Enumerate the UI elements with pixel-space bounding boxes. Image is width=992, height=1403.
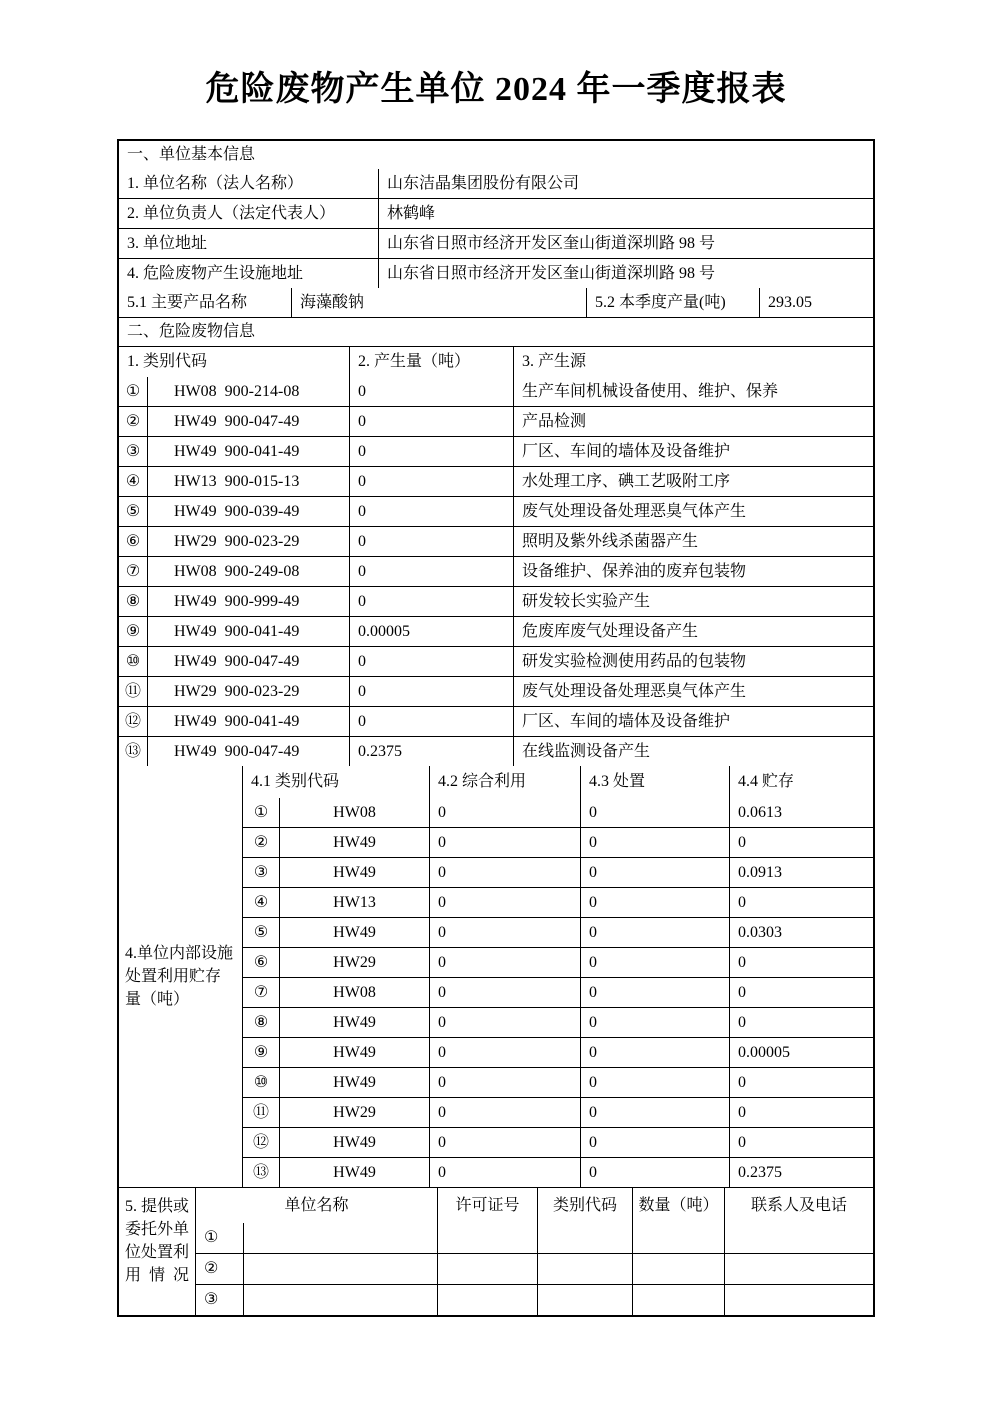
disposal-row-code: HW49	[279, 858, 429, 887]
disposal-row-dispose: 0	[580, 798, 729, 827]
waste-row	[119, 736, 873, 766]
disposal-row-dispose: 0	[580, 1008, 729, 1037]
disposal-row	[243, 887, 873, 917]
waste-row-quantity: 0	[349, 377, 513, 406]
waste-row-quantity: 0	[349, 557, 513, 586]
quarter-output-value: 293.05	[759, 288, 873, 317]
basic-info-row	[119, 258, 873, 288]
disposal-row-store: 0	[729, 978, 873, 1007]
disposal-row	[243, 1127, 873, 1157]
external-quantity-header: 数量（吨）	[632, 1188, 724, 1223]
waste-row	[119, 406, 873, 436]
waste-row-code: HW49 900-041-49	[147, 707, 349, 736]
waste-row-number: ③	[125, 442, 141, 460]
waste-row-code: HW29 900-023-29	[147, 527, 349, 556]
waste-row-code: HW29 900-023-29	[147, 677, 349, 706]
external-disposal-rows	[196, 1223, 873, 1315]
external-row-permit	[437, 1254, 537, 1284]
waste-row	[119, 586, 873, 616]
disposal-row-number: ⑩	[253, 1073, 269, 1091]
external-row	[196, 1284, 873, 1315]
waste-row-code: HW49 900-041-49	[147, 617, 349, 646]
disposal-row	[243, 798, 873, 827]
disposal-dispose-header: 4.3 处置	[580, 766, 729, 798]
disposal-store-header: 4.4 贮存	[729, 766, 873, 798]
waste-row-number: ⑧	[125, 592, 141, 610]
waste-row-code: HW49 900-039-49	[147, 497, 349, 526]
waste-row-number: ⑨	[125, 622, 141, 640]
disposal-row-recycle: 0	[429, 1008, 580, 1037]
internal-disposal-header-row	[243, 766, 873, 798]
external-row-contact	[724, 1254, 873, 1284]
waste-row	[119, 377, 873, 406]
disposal-row-number: ①	[253, 803, 269, 821]
external-disposal-label-text: 5. 提供或委托外单位处置利用情况	[125, 1198, 190, 1284]
waste-row-code: HW08 900-214-08	[147, 377, 349, 406]
waste-row-source: 产品检测	[513, 407, 873, 436]
waste-row	[119, 616, 873, 646]
disposal-code-header: 4.1 类别代码	[251, 773, 340, 790]
disposal-row-recycle: 0	[429, 828, 580, 857]
disposal-row-recycle: 0	[429, 918, 580, 947]
waste-row-quantity: 0.00005	[349, 617, 513, 646]
waste-row-quantity: 0	[349, 437, 513, 466]
disposal-row-number: ⑬	[252, 1163, 269, 1181]
external-row-number: ①	[204, 1229, 219, 1246]
waste-row	[119, 466, 873, 496]
disposal-row-recycle: 0	[429, 1158, 580, 1187]
disposal-row-store: 0.0303	[729, 918, 873, 947]
disposal-row	[243, 947, 873, 977]
disposal-row-store: 0.2375	[729, 1158, 873, 1187]
disposal-row-store: 0	[729, 1068, 873, 1097]
disposal-row	[243, 1097, 873, 1127]
waste-row	[119, 706, 873, 736]
external-row-name	[243, 1285, 437, 1315]
waste-row-source: 危废库废气处理设备产生	[513, 617, 873, 646]
waste-columns-header-row	[119, 346, 873, 377]
waste-row-number: ⑤	[125, 502, 141, 520]
disposal-row-code: HW49	[279, 918, 429, 947]
disposal-row	[243, 1007, 873, 1037]
disposal-row-code: HW08	[279, 798, 429, 827]
disposal-row	[243, 1067, 873, 1097]
waste-row-source: 厂区、车间的墙体及设备维护	[513, 437, 873, 466]
disposal-row-code: HW13	[279, 888, 429, 917]
waste-row-source: 生产车间机械设备使用、维护、保养	[513, 377, 873, 406]
external-contact-header: 联系人及电话	[724, 1188, 873, 1223]
product-row	[119, 288, 873, 317]
external-row-quantity	[632, 1254, 724, 1284]
disposal-row	[243, 1037, 873, 1067]
disposal-row-number: ⑥	[253, 953, 269, 971]
external-name-header: 单位名称	[284, 1196, 349, 1214]
internal-disposal-section	[119, 766, 873, 1187]
waste-row-code: HW08 900-249-08	[147, 557, 349, 586]
waste-row	[119, 556, 873, 586]
disposal-recycle-header: 4.2 综合利用	[429, 766, 580, 798]
disposal-row-dispose: 0	[580, 1038, 729, 1067]
waste-row-quantity: 0	[349, 497, 513, 526]
external-row-code	[537, 1223, 632, 1253]
internal-disposal-rows	[243, 798, 873, 1187]
disposal-row-store: 0	[729, 1008, 873, 1037]
basic-info-label: 4. 危险废物产生设施地址	[127, 264, 304, 282]
waste-row-quantity: 0	[349, 407, 513, 436]
disposal-row-number: ⑪	[252, 1103, 269, 1121]
basic-info-value: 林鹤峰	[378, 199, 873, 228]
disposal-row-recycle: 0	[429, 1128, 580, 1157]
waste-row-source: 厂区、车间的墙体及设备维护	[513, 707, 873, 736]
disposal-row-dispose: 0	[580, 1158, 729, 1187]
basic-info-value: 山东洁晶集团股份有限公司	[378, 169, 873, 198]
waste-row	[119, 526, 873, 556]
disposal-row	[243, 1157, 873, 1187]
external-row-permit	[437, 1223, 537, 1253]
external-disposal-grid	[195, 1188, 873, 1315]
waste-row-number: ⑬	[124, 742, 141, 760]
disposal-row-store: 0.0913	[729, 858, 873, 887]
waste-row-source: 废气处理设备处理恶臭气体产生	[513, 677, 873, 706]
external-row	[196, 1253, 873, 1284]
disposal-row-dispose: 0	[580, 1098, 729, 1127]
disposal-row	[243, 977, 873, 1007]
section2-heading: 二、危险废物信息	[127, 323, 256, 340]
disposal-row	[243, 917, 873, 947]
disposal-row-code: HW49	[279, 1068, 429, 1097]
disposal-row-dispose: 0	[580, 918, 729, 947]
waste-code-header: 1. 类别代码	[127, 353, 208, 370]
waste-row-source: 设备维护、保养油的废弃包装物	[513, 557, 873, 586]
waste-row-code: HW49 900-047-49	[147, 647, 349, 676]
disposal-row-code: HW29	[279, 948, 429, 977]
report-table	[117, 139, 875, 1317]
waste-row-quantity: 0	[349, 647, 513, 676]
quarter-output-label: 5.2 本季度产量(吨)	[586, 288, 759, 317]
waste-row-code: HW49 900-041-49	[147, 437, 349, 466]
external-row-contact	[724, 1223, 873, 1253]
disposal-row-store: 0	[729, 828, 873, 857]
external-row	[196, 1223, 873, 1253]
waste-row-number: ④	[125, 472, 141, 490]
disposal-row	[243, 857, 873, 887]
disposal-row-code: HW29	[279, 1098, 429, 1127]
internal-disposal-label: 4.单位内部设施处置利用贮存量（吨）	[125, 945, 234, 1008]
section2-heading-row	[119, 317, 873, 346]
waste-row-source: 水处理工序、碘工艺吸附工序	[513, 467, 873, 496]
basic-info-label: 3. 单位地址	[127, 234, 208, 252]
basic-info-row	[119, 228, 873, 258]
section1-heading-row	[119, 141, 873, 169]
disposal-row-recycle: 0	[429, 978, 580, 1007]
waste-row-number: ⑥	[125, 532, 141, 550]
waste-row-source: 研发实验检测使用药品的包装物	[513, 647, 873, 676]
external-row-permit	[437, 1285, 537, 1315]
waste-source-header: 3. 产生源	[513, 347, 873, 377]
disposal-row-recycle: 0	[429, 888, 580, 917]
disposal-row-code: HW49	[279, 1038, 429, 1067]
disposal-row-store: 0	[729, 1128, 873, 1157]
external-row-number: ③	[204, 1291, 219, 1308]
waste-row-number: ①	[125, 382, 141, 400]
waste-row-quantity: 0	[349, 677, 513, 706]
disposal-row-recycle: 0	[429, 858, 580, 887]
disposal-row-store: 0	[729, 888, 873, 917]
basic-info-value: 山东省日照市经济开发区奎山街道深圳路 98 号	[378, 259, 873, 288]
basic-info-value: 山东省日照市经济开发区奎山街道深圳路 98 号	[378, 229, 873, 258]
waste-row-number: ⑦	[125, 562, 141, 580]
external-row-code	[537, 1254, 632, 1284]
internal-disposal-grid	[242, 766, 873, 1187]
disposal-row-store: 0	[729, 1098, 873, 1127]
waste-row	[119, 676, 873, 706]
product-name-label: 5.1 主要产品名称	[127, 293, 248, 311]
external-permit-header: 许可证号	[437, 1188, 537, 1223]
waste-row-quantity: 0	[349, 527, 513, 556]
basic-info-row	[119, 169, 873, 198]
disposal-row-dispose: 0	[580, 1128, 729, 1157]
waste-row	[119, 496, 873, 526]
external-row-quantity	[632, 1285, 724, 1315]
disposal-row-code: HW49	[279, 1128, 429, 1157]
external-row-name	[243, 1223, 437, 1253]
waste-row-code: HW49 900-999-49	[147, 587, 349, 616]
waste-row-source: 照明及紫外线杀菌器产生	[513, 527, 873, 556]
section1-heading: 一、单位基本信息	[127, 146, 256, 163]
disposal-row-store: 0	[729, 948, 873, 977]
external-disposal-section	[119, 1187, 873, 1315]
basic-info-label: 1. 单位名称（法人名称）	[127, 174, 304, 192]
product-name-value: 海藻酸钠	[291, 288, 586, 317]
disposal-row-store: 0.0613	[729, 798, 873, 827]
waste-row-source: 废气处理设备处理恶臭气体产生	[513, 497, 873, 526]
page-title: 危险废物产生单位 2024 年一季度报表	[205, 71, 787, 108]
waste-row-code: HW13 900-015-13	[147, 467, 349, 496]
disposal-row	[243, 827, 873, 857]
waste-rows	[119, 377, 873, 766]
external-row-number: ②	[204, 1260, 219, 1277]
disposal-row-recycle: 0	[429, 948, 580, 977]
external-disposal-header-row	[196, 1188, 873, 1223]
disposal-row-number: ④	[253, 893, 269, 911]
disposal-row-code: HW08	[279, 978, 429, 1007]
disposal-row-dispose: 0	[580, 828, 729, 857]
waste-row-quantity: 0	[349, 587, 513, 616]
external-row-code	[537, 1285, 632, 1315]
external-row-quantity	[632, 1223, 724, 1253]
disposal-row-number: ②	[253, 833, 269, 851]
disposal-row-number: ⑫	[252, 1133, 269, 1151]
basic-info-label: 2. 单位负责人（法定代表人）	[127, 204, 336, 222]
disposal-row-dispose: 0	[580, 948, 729, 977]
disposal-row-number: ⑤	[253, 923, 269, 941]
disposal-row-number: ③	[253, 863, 269, 881]
waste-quantity-header: 2. 产生量（吨）	[349, 347, 513, 377]
disposal-row-code: HW49	[279, 1008, 429, 1037]
waste-row	[119, 646, 873, 676]
external-disposal-label	[119, 1188, 195, 1315]
disposal-row-dispose: 0	[580, 888, 729, 917]
disposal-row-dispose: 0	[580, 1068, 729, 1097]
basic-info-row	[119, 198, 873, 228]
disposal-row-dispose: 0	[580, 858, 729, 887]
waste-row-source: 研发较长实验产生	[513, 587, 873, 616]
waste-row-code: HW49 900-047-49	[147, 737, 349, 766]
disposal-row-recycle: 0	[429, 1068, 580, 1097]
waste-row-quantity: 0	[349, 467, 513, 496]
disposal-row-dispose: 0	[580, 978, 729, 1007]
disposal-row-recycle: 0	[429, 1038, 580, 1067]
disposal-row-number: ⑧	[253, 1013, 269, 1031]
waste-row-code: HW49 900-047-49	[147, 407, 349, 436]
disposal-row-code: HW49	[279, 1158, 429, 1187]
disposal-row-store: 0.00005	[729, 1038, 873, 1067]
basic-info-rows	[119, 169, 873, 288]
disposal-row-number: ⑦	[253, 983, 269, 1001]
disposal-row-code: HW49	[279, 828, 429, 857]
external-row-contact	[724, 1285, 873, 1315]
disposal-row-number: ⑨	[253, 1043, 269, 1061]
external-code-header: 类别代码	[537, 1188, 632, 1223]
waste-row-quantity: 0	[349, 707, 513, 736]
waste-row-quantity: 0.2375	[349, 737, 513, 766]
waste-row-number: ⑩	[125, 652, 141, 670]
waste-row-number: ⑪	[124, 682, 141, 700]
waste-row-number: ⑫	[124, 712, 141, 730]
disposal-row-recycle: 0	[429, 798, 580, 827]
waste-row-number: ②	[125, 412, 141, 430]
waste-row	[119, 436, 873, 466]
disposal-row-recycle: 0	[429, 1098, 580, 1127]
external-row-name	[243, 1254, 437, 1284]
waste-row-source: 在线监测设备产生	[513, 737, 873, 766]
